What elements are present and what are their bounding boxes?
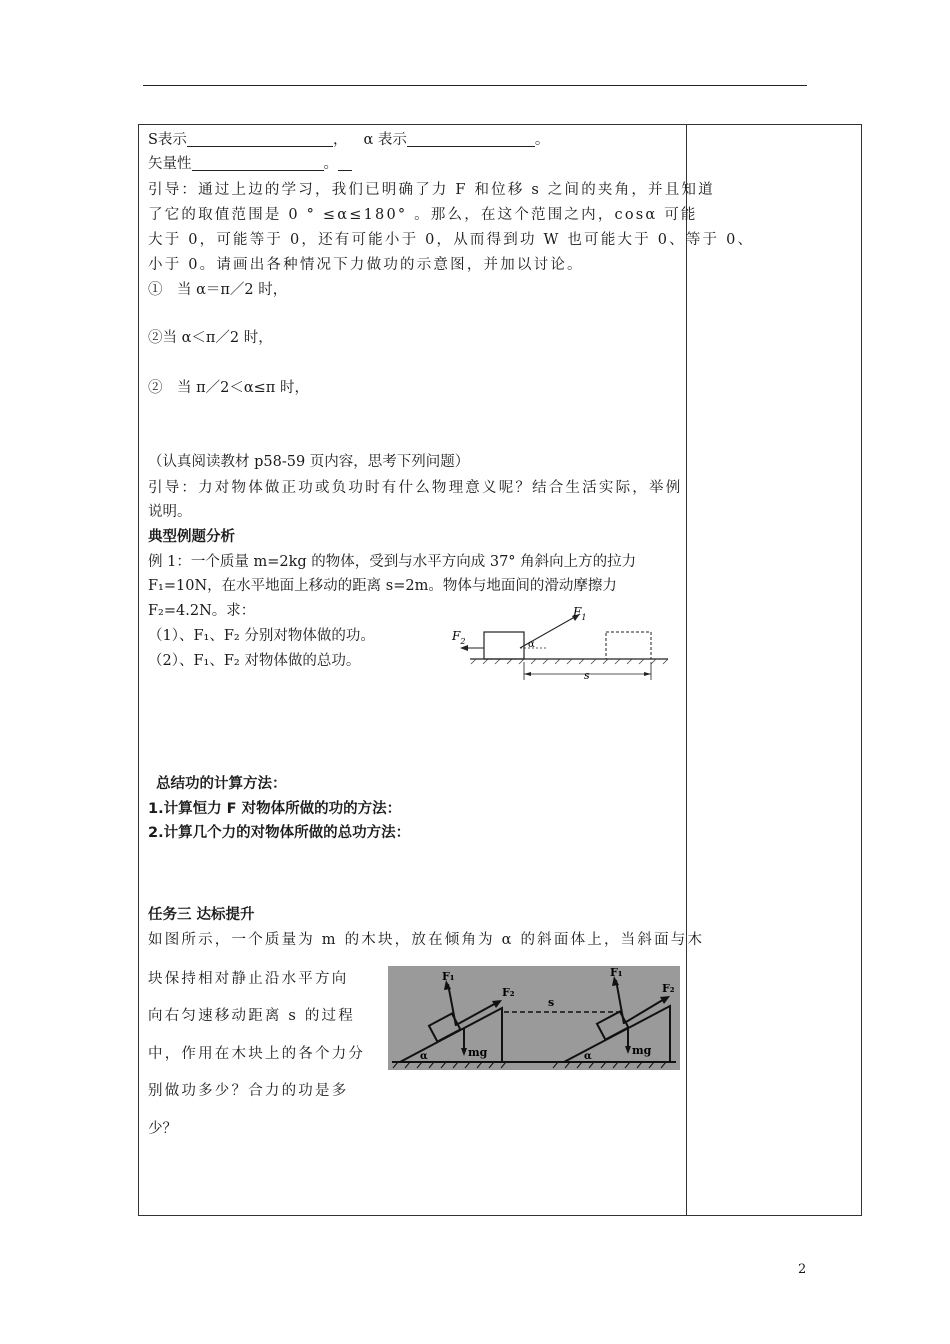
incline-diagram [388,966,680,1070]
example-question: （1）、F₁、F₂ 分别对物体做的功。 [148,628,375,644]
block-start [484,632,524,659]
case-item: ②当 α＜π／2 时， [148,330,273,346]
displacement-label: s [584,669,590,682]
task3-text: 少？ [148,1121,177,1137]
table-column-divider [686,124,687,1216]
task3-text: 向右匀速移动距离 s 的过程 [148,1008,355,1024]
task3-text: 别做功多少？合力的功是多 [148,1083,349,1099]
guide-line: 说明。 [148,504,192,520]
line-s-alpha: S表示 ， α 表示 。 [148,132,550,148]
svg-text:mg: mg [632,1044,652,1057]
svg-text:s: s [548,996,555,1009]
header-rule [143,85,807,86]
intro-line: 大于 0，可能等于 0，还有可能小于 0，从而得到功 W 也可能大于 0、等于 0、 [148,232,755,248]
svg-text:mg: mg [468,1046,488,1059]
intro-line: 小于 0。请画出各种情况下力做功的示意图，并加以讨论。 [148,257,584,273]
incline-right [564,966,675,1062]
guide-line: 引导：力对物体做正功或负功时有什么物理意义呢？结合生活实际，举例 [148,480,683,496]
ground-hatching [471,659,668,664]
blank-s [187,130,333,147]
task3-text: 块保持相对静止沿水平方向 [148,971,349,987]
summary-heading: 总结功的计算方法： [156,776,287,792]
summary-item: 2.计算几个力的对物体所做的总功方法： [148,825,411,841]
intro-line: 了它的取值范围是 0 ° ≤α≤180° 。那么，在这个范围之内，cosα 可能 [148,207,698,223]
page-number: 2 [798,1262,807,1277]
task3-text: 如图所示，一个质量为 m 的木块，放在倾角为 α 的斜面体上，当斜面与木 [148,932,705,948]
example-line: 例 1：一个质量 m=2kg 的物体，受到与水平方向成 37° 角斜向上方的拉力 [148,554,637,570]
line-vector: 矢量性 。 [148,152,352,176]
task3-heading: 任务三 达标提升 [148,907,255,923]
svg-text:α: α [420,1051,428,1062]
force-diagram [446,602,674,686]
case-item: ② 当 π／2＜α≤π 时， [148,380,309,396]
svg-text:F₂: F₂ [502,986,515,999]
blank-vector [192,154,324,171]
incline-figure [388,966,680,1070]
angle-label: α [528,639,535,650]
f1-label: $F_1$ [573,605,587,622]
task3-text: 中，作用在木块上的各个力分 [148,1046,366,1062]
blank-alpha [407,130,535,147]
svg-text:α: α [584,1051,592,1062]
reading-note: （认真阅读教材 p58-59 页内容，思考下列问题） [148,454,470,470]
block-end [606,632,651,659]
incline-left [400,970,515,1062]
svg-text:F₁: F₁ [442,970,455,983]
svg-text:F₁: F₁ [610,966,623,979]
summary-item: 1.计算恒力 F 对物体所做的功的方法： [148,801,402,817]
case-item: ① 当 α＝π／2 时， [148,282,288,298]
intro-line: 引导：通过上边的学习，我们已明确了力 F 和位移 s 之间的夹角，并且知道 [148,182,715,198]
example-heading: 典型例题分析 [148,529,235,545]
f2-label: $F_2$ [452,629,466,646]
example-line: F₁=10N，在水平地面上移动的距离 s=2m。物体与地面间的滑动摩擦力 [148,578,617,594]
svg-text:F₂: F₂ [662,982,675,995]
example-line: F₂=4.2N。求： [148,603,256,619]
example-question: （2）、F₁、F₂ 对物体做的总功。 [148,653,361,669]
